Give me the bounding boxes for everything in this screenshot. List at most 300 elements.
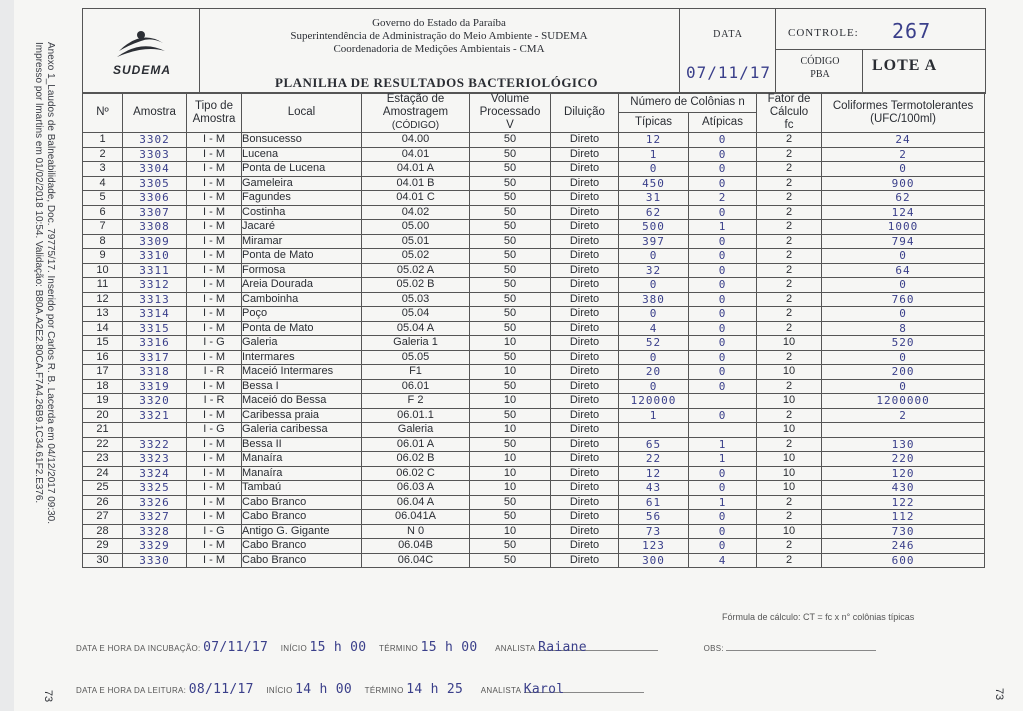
- volume-cell: 50: [470, 495, 551, 510]
- typical-colonies-cell: 0: [619, 249, 689, 264]
- row-number-cell: 20: [83, 408, 123, 423]
- typical-colonies-cell: 0: [619, 379, 689, 394]
- station-code-cell: Galeria 1: [362, 336, 470, 351]
- station-code-cell: 04.02: [362, 205, 470, 220]
- volume-cell: 50: [470, 162, 551, 177]
- date-value: 07/11/17: [686, 63, 772, 82]
- sample-id-cell: 3311: [123, 263, 187, 278]
- control-label: CONTROLE:: [788, 27, 859, 39]
- typical-colonies-cell: 0: [619, 162, 689, 177]
- atypical-colonies-cell: 0: [689, 307, 757, 322]
- station-code-cell: 05.04: [362, 307, 470, 322]
- reading-label: DATA E HORA DA LEITURA:: [76, 686, 187, 695]
- dilution-cell: Direto: [551, 263, 619, 278]
- row-number-cell: 21: [83, 423, 123, 438]
- typical-colonies-cell: 1: [619, 147, 689, 162]
- col-header-atypical: Atípicas: [689, 113, 757, 133]
- location-cell: Ponta de Mato: [242, 321, 362, 336]
- col-header-number: Nº: [83, 93, 123, 133]
- coliform-count-cell: 900: [822, 176, 985, 191]
- dilution-cell: Direto: [551, 321, 619, 336]
- incubation-start-label: INÍCIO: [280, 644, 307, 653]
- atypical-colonies-cell: 0: [689, 481, 757, 496]
- coliform-count-cell: [822, 423, 985, 438]
- col-header-location: Local: [242, 93, 362, 133]
- coliform-count-cell: 62: [822, 191, 985, 206]
- volume-cell: 10: [470, 452, 551, 467]
- volume-cell: 50: [470, 133, 551, 148]
- row-number-cell: 27: [83, 510, 123, 525]
- typical-colonies-cell: 4: [619, 321, 689, 336]
- row-number-cell: 23: [83, 452, 123, 467]
- coliform-count-cell: 120: [822, 466, 985, 481]
- government-line: Governo do Estado da Paraíba: [372, 17, 506, 29]
- table-row: [83, 234, 985, 249]
- table-row: [83, 365, 985, 380]
- location-cell: Ponta de Lucena: [242, 162, 362, 177]
- atypical-colonies-cell: 2: [689, 191, 757, 206]
- location-cell: Bessa II: [242, 437, 362, 452]
- volume-cell: 50: [470, 379, 551, 394]
- reading-end: 14 h 25: [406, 682, 464, 697]
- dilution-cell: Direto: [551, 495, 619, 510]
- table-row: [83, 249, 985, 264]
- table-row: [83, 220, 985, 235]
- station-code-cell: 04.01 A: [362, 162, 470, 177]
- dilution-cell: Direto: [551, 278, 619, 293]
- results-table: [82, 92, 985, 568]
- station-code-cell: 04.00: [362, 133, 470, 148]
- row-number-cell: 2: [83, 147, 123, 162]
- coliform-count-cell: 430: [822, 481, 985, 496]
- sample-type-cell: I - M: [187, 292, 242, 307]
- typical-colonies-cell: 0: [619, 278, 689, 293]
- location-cell: Cabo Branco: [242, 510, 362, 525]
- location-cell: Jacaré: [242, 220, 362, 235]
- station-code-cell: 06.041A: [362, 510, 470, 525]
- sample-id-cell: 3320: [123, 394, 187, 409]
- location-cell: Antigo G. Gigante: [242, 524, 362, 539]
- sample-type-cell: I - M: [187, 133, 242, 148]
- coliforms-label: Coliformes Termotolerantes: [832, 99, 974, 112]
- volume-cell: 50: [470, 307, 551, 322]
- coliform-count-cell: 124: [822, 205, 985, 220]
- side-stamp-line-2: Impresso por lmartins em 01/02/2018 10:54. Validação: B80A.A2E2.80CA.F7A4.26B9.1C34.61F2.E376.: [33, 42, 44, 504]
- sample-type-cell: I - G: [187, 524, 242, 539]
- row-number-cell: 19: [83, 394, 123, 409]
- calc-factor-cell: 2: [757, 234, 822, 249]
- obs-label: OBS:: [703, 644, 724, 653]
- typical-colonies-cell: 32: [619, 263, 689, 278]
- station-code-cell: F 2: [362, 394, 470, 409]
- station-code-cell: 04.01 C: [362, 191, 470, 206]
- station-code-cell: 05.02: [362, 249, 470, 264]
- atypical-colonies-cell: 0: [689, 524, 757, 539]
- dilution-cell: Direto: [551, 466, 619, 481]
- incubation-label: DATA E HORA DA INCUBAÇÃO:: [76, 644, 201, 653]
- table-row: [83, 466, 985, 481]
- sudema-logo-icon: [111, 23, 171, 63]
- sample-type-cell: I - R: [187, 394, 242, 409]
- coliform-count-cell: 0: [822, 278, 985, 293]
- calc-factor-cell: 2: [757, 176, 822, 191]
- calc-factor-cell: 2: [757, 133, 822, 148]
- calc-factor-cell: 2: [757, 263, 822, 278]
- sample-type-cell: I - M: [187, 466, 242, 481]
- volume-cell: 50: [470, 249, 551, 264]
- typical-colonies-cell: 1: [619, 408, 689, 423]
- calc-factor-cell: 2: [757, 321, 822, 336]
- sample-type-cell: I - M: [187, 263, 242, 278]
- sample-id-cell: 3315: [123, 321, 187, 336]
- atypical-colonies-cell: 0: [689, 162, 757, 177]
- station-code-cell: 06.01.1: [362, 408, 470, 423]
- row-number-cell: 12: [83, 292, 123, 307]
- station-code-label: (CÓDIGO): [391, 120, 440, 131]
- logo-text: SUDEMA: [113, 63, 172, 77]
- location-cell: Intermares: [242, 350, 362, 365]
- calc-factor-cell: 2: [757, 191, 822, 206]
- atypical-colonies-cell: 0: [689, 350, 757, 365]
- typical-colonies-cell: 31: [619, 191, 689, 206]
- row-number-cell: 13: [83, 307, 123, 322]
- volume-cell: 50: [470, 191, 551, 206]
- table-row: [83, 539, 985, 554]
- sample-type-cell: I - M: [187, 176, 242, 191]
- row-number-cell: 26: [83, 495, 123, 510]
- volume-cell: 50: [470, 408, 551, 423]
- row-number-cell: 24: [83, 466, 123, 481]
- dilution-cell: Direto: [551, 524, 619, 539]
- coliform-count-cell: 8: [822, 321, 985, 336]
- atypical-colonies-cell: 0: [689, 133, 757, 148]
- table-row: [83, 321, 985, 336]
- station-code-cell: 05.00: [362, 220, 470, 235]
- typical-colonies-cell: 61: [619, 495, 689, 510]
- calc-factor-cell: 2: [757, 249, 822, 264]
- sample-type-cell: I - M: [187, 234, 242, 249]
- row-number-cell: 9: [83, 249, 123, 264]
- formula-note: Fórmula de cálculo: CT = fc x n° colônias típicas: [722, 612, 915, 622]
- coliform-count-cell: 0: [822, 307, 985, 322]
- incubation-end-label: TÉRMINO: [379, 644, 419, 653]
- coliform-count-cell: 760: [822, 292, 985, 307]
- coliform-count-cell: 1200000: [822, 394, 985, 409]
- sample-id-cell: 3324: [123, 466, 187, 481]
- station-code-cell: 04.01: [362, 147, 470, 162]
- volume-cell: 50: [470, 220, 551, 235]
- typical-colonies-cell: 20: [619, 365, 689, 380]
- table-row: [83, 408, 985, 423]
- volume-cell: 50: [470, 176, 551, 191]
- document-page: [14, 0, 1023, 711]
- sample-id-cell: 3305: [123, 176, 187, 191]
- volume-cell: 50: [470, 263, 551, 278]
- date-cell: [679, 9, 776, 93]
- sample-type-cell: I - M: [187, 220, 242, 235]
- dilution-cell: Direto: [551, 452, 619, 467]
- sample-id-cell: 3310: [123, 249, 187, 264]
- dilution-cell: Direto: [551, 423, 619, 438]
- sample-id-cell: 3304: [123, 162, 187, 177]
- volume-cell: 10: [470, 524, 551, 539]
- volume-cell: 10: [470, 365, 551, 380]
- col-header-volume: [470, 93, 551, 133]
- coliform-count-cell: 0: [822, 162, 985, 177]
- location-cell: Galeria: [242, 336, 362, 351]
- row-number-cell: 30: [83, 553, 123, 568]
- sample-id-cell: 3303: [123, 147, 187, 162]
- table-row: [83, 133, 985, 148]
- side-stamp: [32, 42, 56, 642]
- typical-colonies-cell: 397: [619, 234, 689, 249]
- sample-id-cell: 3312: [123, 278, 187, 293]
- atypical-colonies-cell: 1: [689, 452, 757, 467]
- volume-cell: 50: [470, 205, 551, 220]
- sample-id-cell: 3330: [123, 553, 187, 568]
- reading-start-label: INÍCIO: [266, 686, 293, 695]
- table-row: [83, 394, 985, 409]
- sample-id-cell: 3328: [123, 524, 187, 539]
- atypical-colonies-cell: 0: [689, 379, 757, 394]
- dilution-cell: Direto: [551, 307, 619, 322]
- sample-type-cell: I - R: [187, 365, 242, 380]
- row-number-cell: 5: [83, 191, 123, 206]
- row-number-cell: 11: [83, 278, 123, 293]
- typical-colonies-cell: 62: [619, 205, 689, 220]
- row-number-cell: 10: [83, 263, 123, 278]
- dilution-cell: Direto: [551, 133, 619, 148]
- col-header-sample: Amostra: [123, 93, 187, 133]
- dilution-cell: Direto: [551, 481, 619, 496]
- station-code-cell: 06.04C: [362, 553, 470, 568]
- calc-factor-cell: 10: [757, 481, 822, 496]
- dilution-cell: Direto: [551, 539, 619, 554]
- dilution-cell: Direto: [551, 379, 619, 394]
- atypical-colonies-cell: 0: [689, 263, 757, 278]
- dilution-cell: Direto: [551, 336, 619, 351]
- volume-cell: 50: [470, 321, 551, 336]
- atypical-colonies-cell: 0: [689, 278, 757, 293]
- dilution-cell: Direto: [551, 292, 619, 307]
- row-number-cell: 22: [83, 437, 123, 452]
- typical-colonies-cell: 450: [619, 176, 689, 191]
- control-value: 267: [892, 19, 932, 43]
- coliform-count-cell: 200: [822, 365, 985, 380]
- coliform-count-cell: 794: [822, 234, 985, 249]
- coliform-count-cell: 220: [822, 452, 985, 467]
- sample-type-cell: I - M: [187, 539, 242, 554]
- dilution-cell: Direto: [551, 162, 619, 177]
- col-header-dilution: Diluição: [551, 93, 619, 133]
- row-number-cell: 1: [83, 133, 123, 148]
- location-cell: Maceió Intermares: [242, 365, 362, 380]
- table-row: [83, 379, 985, 394]
- sample-id-cell: 3302: [123, 133, 187, 148]
- row-number-cell: 6: [83, 205, 123, 220]
- volume-cell: 50: [470, 437, 551, 452]
- volume-cell: 50: [470, 234, 551, 249]
- page-number-left: 73: [42, 689, 55, 703]
- col-header-typical: Típicas: [619, 113, 689, 133]
- calc-factor-cell: 2: [757, 162, 822, 177]
- row-number-cell: 16: [83, 350, 123, 365]
- sample-id-cell: 3307: [123, 205, 187, 220]
- sample-type-cell: I - M: [187, 553, 242, 568]
- location-cell: Caribessa praia: [242, 408, 362, 423]
- incubation-date: 07/11/17: [203, 640, 269, 655]
- sample-type-cell: I - G: [187, 423, 242, 438]
- location-cell: Ponta de Mato: [242, 249, 362, 264]
- location-cell: Areia Dourada: [242, 278, 362, 293]
- typical-colonies-cell: 22: [619, 452, 689, 467]
- sample-id-cell: 3318: [123, 365, 187, 380]
- reading-start: 14 h 00: [295, 682, 353, 697]
- col-header-sample-type: Tipo de Amostra: [187, 93, 242, 133]
- station-code-cell: F1: [362, 365, 470, 380]
- dilution-cell: Direto: [551, 191, 619, 206]
- factor-label: Fator de Cálculo: [767, 93, 811, 118]
- station-code-cell: 06.02 B: [362, 452, 470, 467]
- sample-type-cell: I - M: [187, 162, 242, 177]
- logo-cell: [83, 9, 200, 93]
- typical-colonies-cell: 52: [619, 336, 689, 351]
- title-cell: [199, 9, 679, 93]
- atypical-colonies-cell: [689, 394, 757, 409]
- sample-id-cell: 3309: [123, 234, 187, 249]
- location-cell: Manaíra: [242, 466, 362, 481]
- typical-colonies-cell: 120000: [619, 394, 689, 409]
- typical-colonies-cell: 380: [619, 292, 689, 307]
- calc-factor-cell: 2: [757, 539, 822, 554]
- reading-end-label: TÉRMINO: [364, 686, 404, 695]
- station-code-cell: Galeria: [362, 423, 470, 438]
- calc-factor-cell: 2: [757, 205, 822, 220]
- sample-type-cell: I - M: [187, 147, 242, 162]
- sample-type-cell: I - M: [187, 191, 242, 206]
- calc-factor-cell: 2: [757, 292, 822, 307]
- volume-cell: 50: [470, 278, 551, 293]
- station-code-cell: 06.03 A: [362, 481, 470, 496]
- typical-colonies-cell: 0: [619, 307, 689, 322]
- coliform-count-cell: 246: [822, 539, 985, 554]
- station-code-cell: 05.02 B: [362, 278, 470, 293]
- volume-cell: 50: [470, 510, 551, 525]
- coliform-count-cell: 130: [822, 437, 985, 452]
- reading-row: [76, 682, 644, 697]
- calc-factor-cell: 2: [757, 408, 822, 423]
- coliform-count-cell: 122: [822, 495, 985, 510]
- reading-analyst: Karol: [524, 682, 644, 693]
- location-cell: Miramar: [242, 234, 362, 249]
- typical-colonies-cell: 56: [619, 510, 689, 525]
- table-row: [83, 524, 985, 539]
- table-row: [83, 263, 985, 278]
- location-cell: Lucena: [242, 147, 362, 162]
- coliform-count-cell: 24: [822, 133, 985, 148]
- calc-factor-cell: 10: [757, 466, 822, 481]
- sample-id-cell: [123, 423, 187, 438]
- typical-colonies-cell: 500: [619, 220, 689, 235]
- location-cell: Poço: [242, 307, 362, 322]
- table-row: [83, 191, 985, 206]
- row-number-cell: 18: [83, 379, 123, 394]
- coliform-count-cell: 2: [822, 408, 985, 423]
- dilution-cell: Direto: [551, 234, 619, 249]
- sample-type-cell: I - M: [187, 495, 242, 510]
- table-row: [83, 176, 985, 191]
- location-cell: Manaíra: [242, 452, 362, 467]
- station-code-cell: 06.01 A: [362, 437, 470, 452]
- station-code-cell: 05.01: [362, 234, 470, 249]
- table-row: [83, 437, 985, 452]
- station-code-cell: 06.01: [362, 379, 470, 394]
- table-row: [83, 278, 985, 293]
- calc-factor-cell: 10: [757, 423, 822, 438]
- coliform-count-cell: 520: [822, 336, 985, 351]
- sample-id-cell: 3308: [123, 220, 187, 235]
- atypical-colonies-cell: 0: [689, 336, 757, 351]
- dilution-cell: Direto: [551, 350, 619, 365]
- atypical-colonies-cell: 0: [689, 408, 757, 423]
- header-block: [82, 8, 986, 94]
- calc-factor-cell: 10: [757, 336, 822, 351]
- sample-type-cell: I - M: [187, 481, 242, 496]
- table-row: [83, 510, 985, 525]
- calc-factor-cell: 2: [757, 553, 822, 568]
- volume-cell: 50: [470, 553, 551, 568]
- atypical-colonies-cell: 0: [689, 510, 757, 525]
- coliforms-unit: (UFC/100ml): [870, 112, 936, 125]
- atypical-colonies-cell: 0: [689, 292, 757, 307]
- calc-factor-cell: 2: [757, 379, 822, 394]
- location-cell: Tambaú: [242, 481, 362, 496]
- typical-colonies-cell: [619, 423, 689, 438]
- atypical-colonies-cell: 4: [689, 553, 757, 568]
- date-label: DATA: [713, 29, 743, 40]
- side-stamp-line-1: Anexo 1_Laudos de Balneabilidade, Doc. 79775/17. Inserido por Carlos R. B. Lacerda em 04/12/2017 09:30.: [45, 42, 56, 524]
- volume-cell: 50: [470, 539, 551, 554]
- station-code-cell: 05.03: [362, 292, 470, 307]
- table-row: [83, 205, 985, 220]
- atypical-colonies-cell: 0: [689, 176, 757, 191]
- sample-type-cell: I - M: [187, 205, 242, 220]
- sample-type-cell: I - M: [187, 321, 242, 336]
- sample-id-cell: 3329: [123, 539, 187, 554]
- row-number-cell: 4: [83, 176, 123, 191]
- dilution-cell: Direto: [551, 365, 619, 380]
- sample-id-cell: 3314: [123, 307, 187, 322]
- dilution-cell: Direto: [551, 147, 619, 162]
- calc-factor-cell: 2: [757, 437, 822, 452]
- sample-id-cell: 3326: [123, 495, 187, 510]
- volume-unit: V: [506, 119, 514, 131]
- dilution-cell: Direto: [551, 249, 619, 264]
- sample-id-cell: 3322: [123, 437, 187, 452]
- dilution-cell: Direto: [551, 220, 619, 235]
- table-row: [83, 423, 985, 438]
- table-row: [83, 336, 985, 351]
- control-cell: [775, 9, 986, 93]
- location-cell: Bessa I: [242, 379, 362, 394]
- atypical-colonies-cell: 0: [689, 321, 757, 336]
- sample-type-cell: I - M: [187, 379, 242, 394]
- sample-id-cell: 3327: [123, 510, 187, 525]
- col-header-colonies: Número de Colônias n: [619, 93, 757, 113]
- volume-cell: 50: [470, 292, 551, 307]
- dilution-cell: Direto: [551, 176, 619, 191]
- sample-id-cell: 3325: [123, 481, 187, 496]
